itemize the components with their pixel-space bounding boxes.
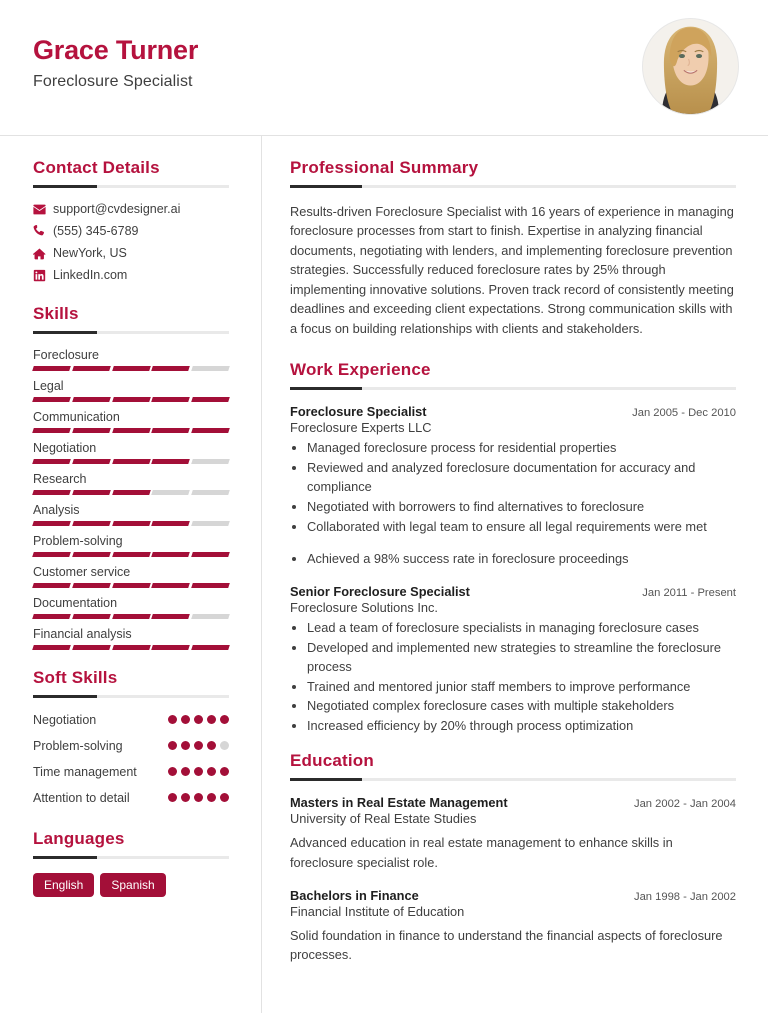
skill-segment	[72, 521, 110, 526]
skill-label: Documentation	[33, 596, 118, 610]
section-education	[290, 751, 736, 964]
skill-segment	[191, 397, 229, 402]
soft-skill-label: Time management	[33, 764, 137, 779]
resume-body	[0, 136, 768, 1013]
education-date: Jan 1998 - Jan 2002	[633, 890, 736, 903]
education-entry	[290, 888, 736, 964]
skill-bar	[33, 490, 229, 495]
contact-value-email: support@cvdesigner.ai	[53, 202, 181, 216]
phone-icon	[33, 225, 53, 238]
work-entry-title: Senior Foreclosure Specialist	[290, 583, 470, 599]
contact-value-phone: (555) 345-6789	[53, 224, 139, 238]
rating-dot	[181, 715, 190, 724]
section-work-experience	[290, 360, 736, 736]
skill-row	[33, 348, 229, 371]
section-title-education: Education	[290, 751, 374, 771]
section-title-work: Work Experience	[290, 360, 431, 380]
skill-segment	[32, 583, 70, 588]
skill-row	[33, 379, 229, 402]
section-title-summary: Professional Summary	[290, 158, 479, 177]
skill-segment	[152, 552, 190, 557]
rating-dot	[207, 793, 216, 802]
education-entry	[290, 795, 736, 871]
skill-segment	[112, 614, 150, 619]
work-bullet: • Increased efficiency by 20% through process optimization	[307, 717, 736, 736]
skill-bar	[33, 583, 229, 588]
contact-item-phone[interactable]	[33, 224, 229, 238]
contact-value-location: NewYork, US	[53, 246, 127, 260]
rating-dot	[181, 741, 190, 750]
skill-bar	[33, 459, 229, 464]
soft-skill-row	[33, 738, 229, 755]
skill-label: Financial analysis	[33, 627, 132, 641]
skill-segment	[191, 552, 229, 557]
skill-row	[33, 472, 229, 495]
soft-skill-row	[33, 764, 229, 781]
section-rule	[33, 695, 229, 698]
skill-segment	[191, 459, 229, 464]
rating-dot	[207, 715, 216, 724]
skill-segment	[72, 552, 110, 557]
education-school: University of Real Estate Studies	[290, 811, 477, 827]
work-bullet: • Negotiated with borrowers to find alternatives to foreclosure	[307, 498, 736, 517]
rating-dot	[220, 793, 229, 802]
skill-segment	[72, 645, 110, 650]
work-bullet: • Negotiated complex foreclosure cases with multiple stakeholders	[307, 697, 736, 716]
work-entry-date: Jan 2005 - Dec 2010	[632, 407, 736, 420]
linkedin-icon	[33, 269, 53, 282]
contact-list	[33, 202, 229, 282]
skill-segment	[152, 397, 190, 402]
skill-bar	[33, 645, 229, 650]
section-languages	[33, 829, 229, 897]
rating-dot	[194, 793, 203, 802]
soft-skill-label: Negotiation	[33, 713, 97, 727]
skill-segment	[32, 614, 70, 619]
rating-dot	[181, 793, 190, 802]
work-bullet: • Collaborated with legal team to ensure all legal requirements were met	[307, 518, 736, 537]
work-bullet: • Trained and mentored junior staff members to improve performance	[307, 678, 736, 697]
rating-dot	[194, 715, 203, 724]
rating-dot	[220, 715, 229, 724]
skill-row	[33, 627, 229, 650]
skill-label: Customer service	[33, 565, 131, 579]
section-professional-summary	[290, 158, 736, 338]
section-title-soft-skills: Soft Skills	[33, 668, 118, 687]
rating-dot	[207, 741, 216, 750]
skills-list	[33, 348, 229, 650]
skill-segment	[112, 490, 150, 495]
skill-bar	[33, 521, 229, 526]
work-bullet: • Managed foreclosure process for residential properties	[307, 439, 736, 458]
rating-dot	[168, 767, 177, 776]
section-rule	[33, 331, 229, 334]
rating-dot	[168, 793, 177, 802]
skill-segment	[191, 490, 229, 495]
soft-skills-list	[33, 712, 229, 807]
section-soft-skills	[33, 668, 229, 807]
work-bullet: • Lead a team of foreclosure specialists in managing foreclosure cases	[307, 619, 736, 638]
education-entry-list	[290, 795, 736, 964]
section-skills	[33, 304, 229, 650]
skill-segment	[112, 397, 150, 402]
language-chip[interactable]: English	[33, 873, 94, 897]
rating-dot	[194, 767, 203, 776]
skill-row	[33, 441, 229, 464]
rating-dot	[220, 741, 229, 750]
skill-bar	[33, 552, 229, 557]
skill-segment	[112, 428, 150, 433]
rating-dot	[194, 741, 203, 750]
skill-segment	[191, 521, 229, 526]
envelope-icon	[33, 203, 53, 216]
skill-segment	[152, 366, 190, 371]
skill-segment	[72, 366, 110, 371]
work-entry-header	[290, 404, 736, 419]
skill-label: Communication	[33, 410, 120, 424]
main-column	[262, 136, 768, 1013]
section-rule	[33, 856, 229, 859]
skill-segment	[32, 366, 70, 371]
candidate-job-title: Foreclosure Specialist	[33, 72, 193, 90]
summary-text: Results-driven Foreclosure Specialist with 16 years of experience in managing foreclosure processes from start to finish. Expertise in analyzing financial documents, negotiating with lenders, and implementing foreclosure prevention strategies. Successfully reduced foreclosure rates by 25% through implementing innovative solutions. Proven track record of consistently meeting deadlines and exceeding client expectations. Strong communication skills with a focus on building relationships with clients and stakeholders.	[290, 204, 734, 336]
skill-segment	[72, 490, 110, 495]
skill-segment	[191, 645, 229, 650]
work-bullet: • Reviewed and analyzed foreclosure documentation for accuracy and compliance	[307, 459, 736, 497]
skill-row	[33, 534, 229, 557]
skill-segment	[152, 614, 190, 619]
language-chip[interactable]: Spanish	[100, 873, 165, 897]
soft-skill-rating	[168, 712, 229, 724]
skill-segment	[32, 552, 70, 557]
skill-segment	[112, 645, 150, 650]
soft-skill-row	[33, 712, 229, 729]
education-description: Solid foundation in finance to understand the financial aspects of foreclosure processes.	[290, 927, 723, 962]
skill-label: Legal	[33, 379, 64, 393]
work-entry	[290, 404, 736, 569]
section-title-languages: Languages	[33, 828, 125, 848]
skill-bar	[33, 614, 229, 619]
resume-header	[0, 0, 768, 136]
section-title-skills: Skills	[33, 304, 79, 323]
skill-segment	[152, 645, 190, 650]
rating-dot	[168, 741, 177, 750]
skill-bar	[33, 397, 229, 402]
skill-segment	[72, 459, 110, 464]
skill-label: Foreclosure	[33, 348, 99, 362]
section-title-contact: Contact Details	[33, 158, 160, 177]
skill-segment	[32, 428, 70, 433]
skill-segment	[112, 583, 150, 588]
work-entry-list	[290, 404, 736, 736]
avatar	[642, 18, 739, 115]
soft-skill-label: Attention to detail	[33, 790, 130, 805]
work-entry-header	[290, 584, 736, 599]
rating-dot	[181, 767, 190, 776]
soft-skill-rating	[168, 764, 229, 776]
skill-segment	[152, 459, 190, 464]
skill-segment	[112, 552, 150, 557]
skill-segment	[32, 521, 70, 526]
skill-row	[33, 410, 229, 433]
skill-label: Negotiation	[33, 441, 97, 455]
contact-value-linkedin: LinkedIn.com	[53, 268, 128, 282]
skill-label: Research	[33, 472, 87, 486]
education-entry-header	[290, 795, 736, 810]
skill-label: Analysis	[33, 503, 80, 517]
section-rule	[290, 185, 736, 188]
work-bullet: • Achieved a 98% success rate in foreclosure proceedings	[307, 550, 736, 569]
soft-skill-row	[33, 790, 229, 807]
skill-segment	[191, 614, 229, 619]
work-bullet-list	[307, 619, 736, 737]
contact-item-email[interactable]	[33, 202, 229, 216]
education-degree: Bachelors in Finance	[290, 887, 419, 903]
skill-segment	[72, 614, 110, 619]
education-date: Jan 2002 - Jan 2004	[633, 798, 736, 811]
section-contact-details	[33, 158, 229, 282]
skill-segment	[191, 583, 229, 588]
soft-skill-rating	[168, 738, 229, 750]
education-school: Financial Institute of Education	[290, 903, 465, 919]
skill-segment	[152, 428, 190, 433]
contact-item-location[interactable]	[33, 246, 229, 260]
work-entry-title: Foreclosure Specialist	[290, 404, 427, 420]
skill-segment	[152, 583, 190, 588]
skill-segment	[152, 490, 190, 495]
skill-segment	[112, 366, 150, 371]
sidebar	[0, 136, 262, 1013]
rating-dot	[220, 767, 229, 776]
soft-skill-label: Problem-solving	[33, 738, 123, 753]
work-bullet-list	[307, 439, 736, 569]
rating-dot	[168, 715, 177, 724]
work-entry	[290, 584, 736, 737]
skill-row	[33, 596, 229, 619]
skill-segment	[32, 459, 70, 464]
skill-segment	[72, 583, 110, 588]
section-rule	[290, 387, 736, 390]
skill-segment	[32, 645, 70, 650]
home-icon	[33, 247, 53, 260]
work-entry-company: Foreclosure Experts LLC	[290, 420, 432, 436]
skill-segment	[112, 521, 150, 526]
skill-segment	[152, 521, 190, 526]
skill-segment	[72, 428, 110, 433]
work-bullet: • Developed and implemented new strategies to streamline the foreclosure process	[307, 639, 736, 677]
skill-label: Problem-solving	[33, 534, 123, 548]
profile-photo-icon	[643, 19, 738, 114]
skill-row	[33, 503, 229, 526]
skill-segment	[72, 397, 110, 402]
work-entry-date: Jan 2011 - Present	[642, 586, 736, 599]
skill-bar	[33, 428, 229, 433]
section-rule	[33, 185, 229, 188]
education-entry-header	[290, 888, 736, 903]
soft-skill-rating	[168, 790, 229, 802]
work-entry-company: Foreclosure Solutions Inc.	[290, 599, 438, 615]
skill-segment	[191, 428, 229, 433]
skill-segment	[191, 366, 229, 371]
skill-segment	[112, 459, 150, 464]
contact-item-linkedin[interactable]	[33, 268, 229, 282]
rating-dot	[207, 767, 216, 776]
skill-row	[33, 565, 229, 588]
skill-bar	[33, 366, 229, 371]
education-description: Advanced education in real estate management to enhance skills in foreclosure specialist role.	[290, 835, 673, 870]
section-rule	[290, 778, 736, 781]
education-degree: Masters in Real Estate Management	[290, 795, 508, 811]
skill-segment	[32, 490, 70, 495]
skill-segment	[32, 397, 70, 402]
candidate-name: Grace Turner	[33, 35, 199, 65]
language-chip-list	[33, 873, 229, 897]
